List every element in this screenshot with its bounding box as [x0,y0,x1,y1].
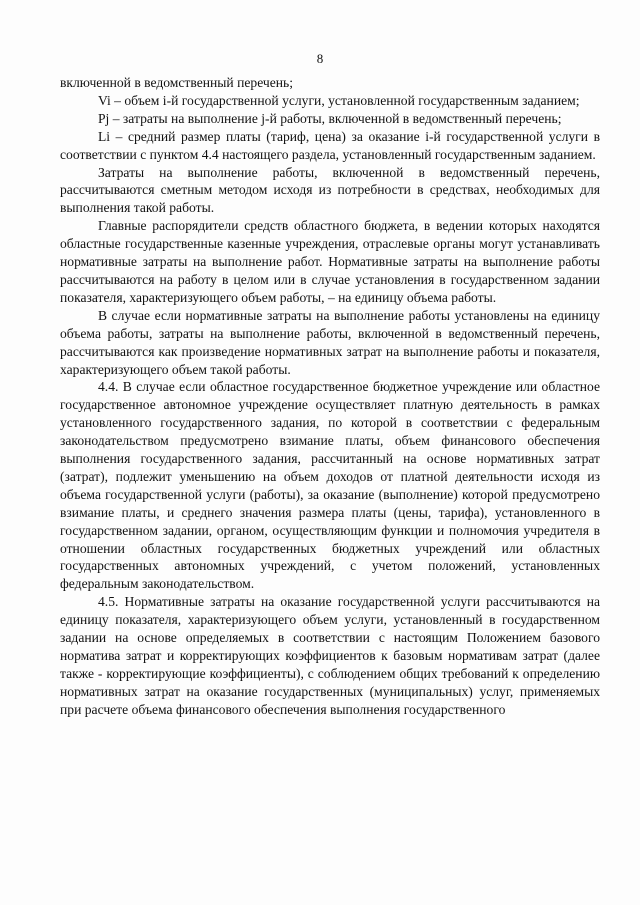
paragraph-pj-definition: Pj – затраты на выполнение j-й работы, включенной в ведомственный перечень; [98,110,562,126]
document-body [60,74,600,719]
paragraph-section-4-4: 4.4. В случае если областное государственное бюджетное учреждение или областное государственное автономное учреждение осуществляет платную деятельность в рамках установленного государственного задания, по которой в соответствии с федеральным законодательством предусмотрено взимание платы, объем финансового обеспечения выполнения государственного задания, рассчитанный на основе нормативных затрат (затрат), подлежит уменьшению на объем доходов от платной деятельности исходя из объема государственной услуги (работы), за оказание (выполнение) которой предусмотрено взимание платы, и среднего значения размера платы (цены, тарифа), установленного в государственном задании, органом, осуществляющим функции и полномочия учредителя в отношении областных государственных бюджетных учреждений или областных государственных автономных учреждений, с учетом положений, установленных федеральным законодательством. [60,379,600,592]
paragraph-section-4-5: 4.5. Нормативные затраты на оказание государственной услуги рассчитываются на единицу показателя, характеризующего объем услуги, установленный в государственном задании на основе определяемых в соответствии с настоящим Положением базового норматива затрат и корректирующих коэффициентов к базовым нормативам затрат (далее также - корректирующие коэффициенты), с соблюдением общих требований к определению нормативных затрат на оказание государственных (муниципальных) услуг, применяемых при расчете объема финансового обеспечения выполнения государственного [60,594,600,717]
paragraph-continuation: включенной в ведомственный перечень; [60,75,294,90]
paragraph-work-costs: Затраты на выполнение работы, включенной в ведомственный перечень, рассчитываются сметным методом исходя из потребности в средствах, необходимых для выполнения такой работы. [60,164,600,216]
page-number: 8 [316,51,324,66]
paragraph-li-definition: Li – средний размер платы (тариф, цена) за оказание i-й государственной услуги в соответствии с пунктом 4.4 настоящего раздела, установленный государственным заданием. [60,128,600,162]
paragraph-vi-definition: Vi – объем i-й государственной услуги, установленной государственным заданием; [98,92,580,108]
paragraph-unit-costs: В случае если нормативные затраты на выполнение работы установлены на единицу объема работы, затраты на выполнение работы, включенной в ведомственный перечень, рассчитываются как произведение нормативных затрат на выполнение работы и показателя, характеризующего объем такой работы. [60,307,600,377]
paragraph-budget-managers: Главные распорядители средств областного бюджета, в ведении которых находятся областные государственные казенные учреждения, отраслевые органы могут устанавливать нормативные затраты на выполнение работ. Нормативные затраты на выполнение работы рассчитываются на работу в целом или в случае установления в государственном задании показателя, характеризующего объем работы, – на единицу объема работы. [60,218,600,305]
